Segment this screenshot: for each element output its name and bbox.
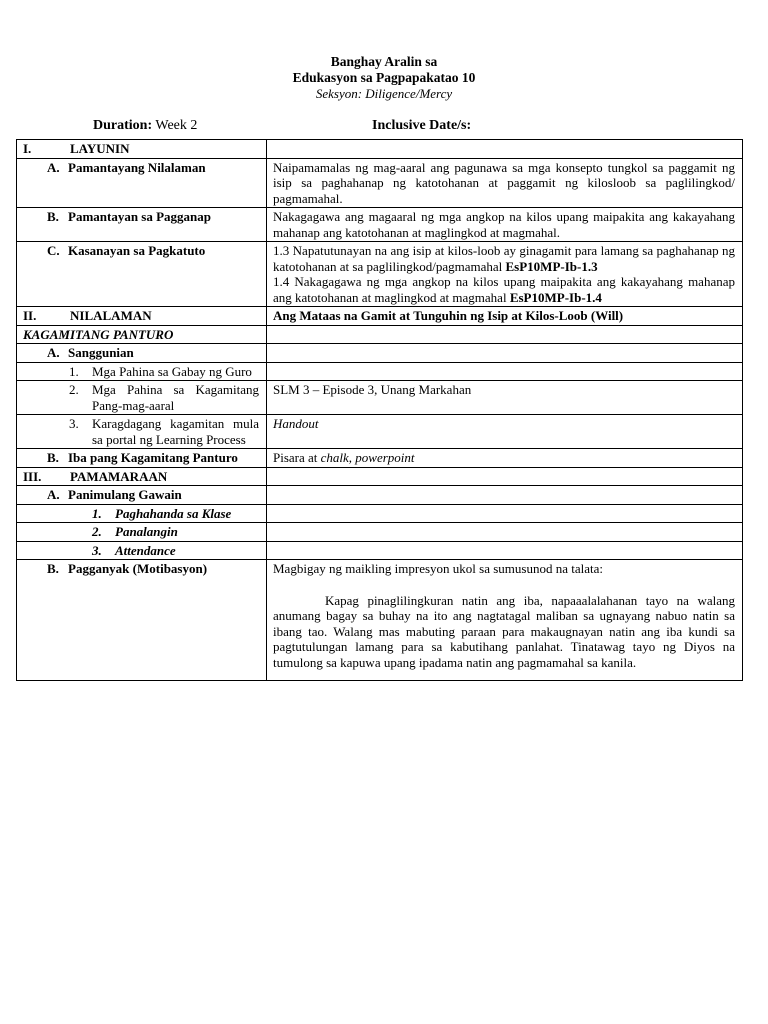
value-karagdagang-kagamitan: Handout xyxy=(267,415,743,449)
label-iba-pang-kagamitan: Iba pang Kagamitang Panturo xyxy=(68,450,238,465)
row-pamantayang-nilalaman xyxy=(17,158,743,208)
row-layunin xyxy=(17,140,743,159)
document-header xyxy=(0,54,768,101)
value-iba-pang-italic: chalk, powerpoint xyxy=(320,450,415,465)
row-attendance xyxy=(17,541,743,560)
label-kasanayan-sa-pagkatuto: Kasanayan sa Pagkatuto xyxy=(68,243,206,258)
roman-numeral: II. xyxy=(23,308,37,323)
row-gabay-ng-guro xyxy=(17,362,743,381)
text-pamantayang-nilalaman: Naipamamalas ng mag-aaral ang pagunawa sa mga konsepto tungkol sa paggamit ng isip sa paghahanap ng katotohanan at paggamit ng kilosloob sa paglilingkod/ pagmamahal. xyxy=(267,158,743,208)
label-pamantayang-nilalaman: Pamantayang Nilalaman xyxy=(68,159,206,175)
value-iba-pang-plain: Pisara at xyxy=(273,450,321,465)
row-nilalaman xyxy=(17,307,743,326)
row-karagdagang-kagamitan xyxy=(17,415,743,449)
duration-label: Duration: xyxy=(93,118,153,133)
row-iba-pang-kagamitan xyxy=(17,449,743,468)
roman-numeral: I. xyxy=(23,141,32,156)
item-marker: A. xyxy=(47,159,60,175)
meta-line xyxy=(0,118,768,136)
inclusive-dates-label: Inclusive Date/s: xyxy=(372,118,472,133)
doc-title-line1: Banghay Aralin sa xyxy=(330,54,438,69)
text-pamantayan-sa-pagganap: Nakagagawa ang magaaral ng mga angkop na kilos upang maipakita ang kakayahang mahanap ang katotohanan at maglingkod at magmahal. xyxy=(267,208,743,242)
label-attendance: Attendance xyxy=(115,542,176,558)
row-pagganyak xyxy=(17,560,743,681)
label-sanggunian: Sanggunian xyxy=(68,345,134,360)
item-marker: B. xyxy=(47,561,59,576)
competency-1-code: EsP10MP-Ib-1.3 xyxy=(505,258,598,274)
item-marker: B. xyxy=(47,209,59,224)
competency-2 xyxy=(273,274,735,305)
item-marker: B. xyxy=(47,450,59,465)
item-number: 3. xyxy=(69,416,79,431)
section-title-kagamitan: KAGAMITANG PANTURO xyxy=(17,325,267,344)
item-number: 3. xyxy=(92,542,102,558)
lesson-plan-table xyxy=(16,139,743,681)
section-title-pamamaraan: PAMAMARAAN xyxy=(70,468,168,484)
competency-1 xyxy=(273,243,735,274)
row-panimulang-gawain xyxy=(17,486,743,505)
row-kagamitang-pang-mag-aaral xyxy=(17,381,743,415)
label-kagamitang-pang-mag-aaral: Mga Pahina sa Kagamitang Pang-mag-aaral xyxy=(92,382,259,413)
competency-1-text: 1.3 Napatutunayan na ang isip at kilos-loob ay ginagamit para lamang sa paghahanap ng katotohanan at sa paglilingkod/pagmamahal xyxy=(273,243,735,274)
value-gabay-ng-guro xyxy=(267,362,743,381)
label-panimulang-gawain: Panimulang Gawain xyxy=(68,487,182,502)
competency-2-text: 1.4 Nakagagawa ng mga angkop na kilos upang maipakita ang kakayahang mahanap ang katotohanan at maglingkod at magmahal xyxy=(273,274,735,305)
row-kagamitang-panturo xyxy=(17,325,743,344)
label-pagganyak: Pagganyak (Motibasyon) xyxy=(68,561,208,576)
roman-numeral: III. xyxy=(23,468,42,484)
row-sanggunian xyxy=(17,344,743,363)
label-panalangin: Panalangin xyxy=(115,524,178,539)
duration-value: Week 2 xyxy=(155,118,198,133)
label-karagdagang-kagamitan: Karagdagang kagamitan mula sa portal ng Learning Process xyxy=(92,416,259,447)
item-marker: A. xyxy=(47,345,60,360)
competency-2-code: EsP10MP-Ib-1.4 xyxy=(509,289,602,305)
doc-section: Seksyon: Diligence/Mercy xyxy=(315,86,453,101)
row-kasanayan-sa-pagkatuto xyxy=(17,242,743,307)
item-number: 1. xyxy=(69,363,79,379)
item-marker: C. xyxy=(47,243,60,258)
item-number: 2. xyxy=(69,382,79,397)
value-kagamitang-pang-mag-aaral: SLM 3 – Episode 3, Unang Markahan xyxy=(267,381,743,415)
doc-title-line2: Edukasyon sa Pagpapakatao 10 xyxy=(292,70,476,85)
item-number: 2. xyxy=(92,524,102,539)
label-gabay-ng-guro: Mga Pahina sa Gabay ng Guro xyxy=(92,363,252,379)
item-number: 1. xyxy=(92,505,102,521)
row-pamantayan-sa-pagganap xyxy=(17,208,743,242)
section-title-nilalaman: NILALAMAN xyxy=(70,308,152,323)
item-marker: A. xyxy=(47,487,60,502)
label-paghahanda-sa-klase: Paghahanda sa Klase xyxy=(115,505,232,521)
pagganyak-intro: Magbigay ng maikling impresyon ukol sa sumusunod na talata: xyxy=(273,561,604,576)
duration xyxy=(93,118,197,134)
section-title-layunin: LAYUNIN xyxy=(70,141,130,156)
pagganyak-paragraph: Kapag pinaglilingkuran natin ang iba, napaaalalahanan tayo na walang anumang bagay sa buhay na ito ang nagtatagal maliban sa ugnayang nabuo natin sa ibang tao. Walang mas mabuting paraan para makaugnayan natin ang iba kundi sa pagtutulungan lamang para sa kabutihang panlahat. Tinatawag tayo ng Diyos na tumulong sa kapuwa upang ipadama natin ang pagmamahal sa kanila. xyxy=(273,592,735,670)
label-pamantayan-sa-pagganap: Pamantayan sa Pagganap xyxy=(68,209,212,224)
row-panalangin xyxy=(17,523,743,542)
text-nilalaman: Ang Mataas na Gamit at Tunguhin ng Isip at Kilos-Loob (Will) xyxy=(267,307,743,326)
row-pamamaraan xyxy=(17,467,743,486)
row-paghahanda-sa-klase xyxy=(17,504,743,523)
